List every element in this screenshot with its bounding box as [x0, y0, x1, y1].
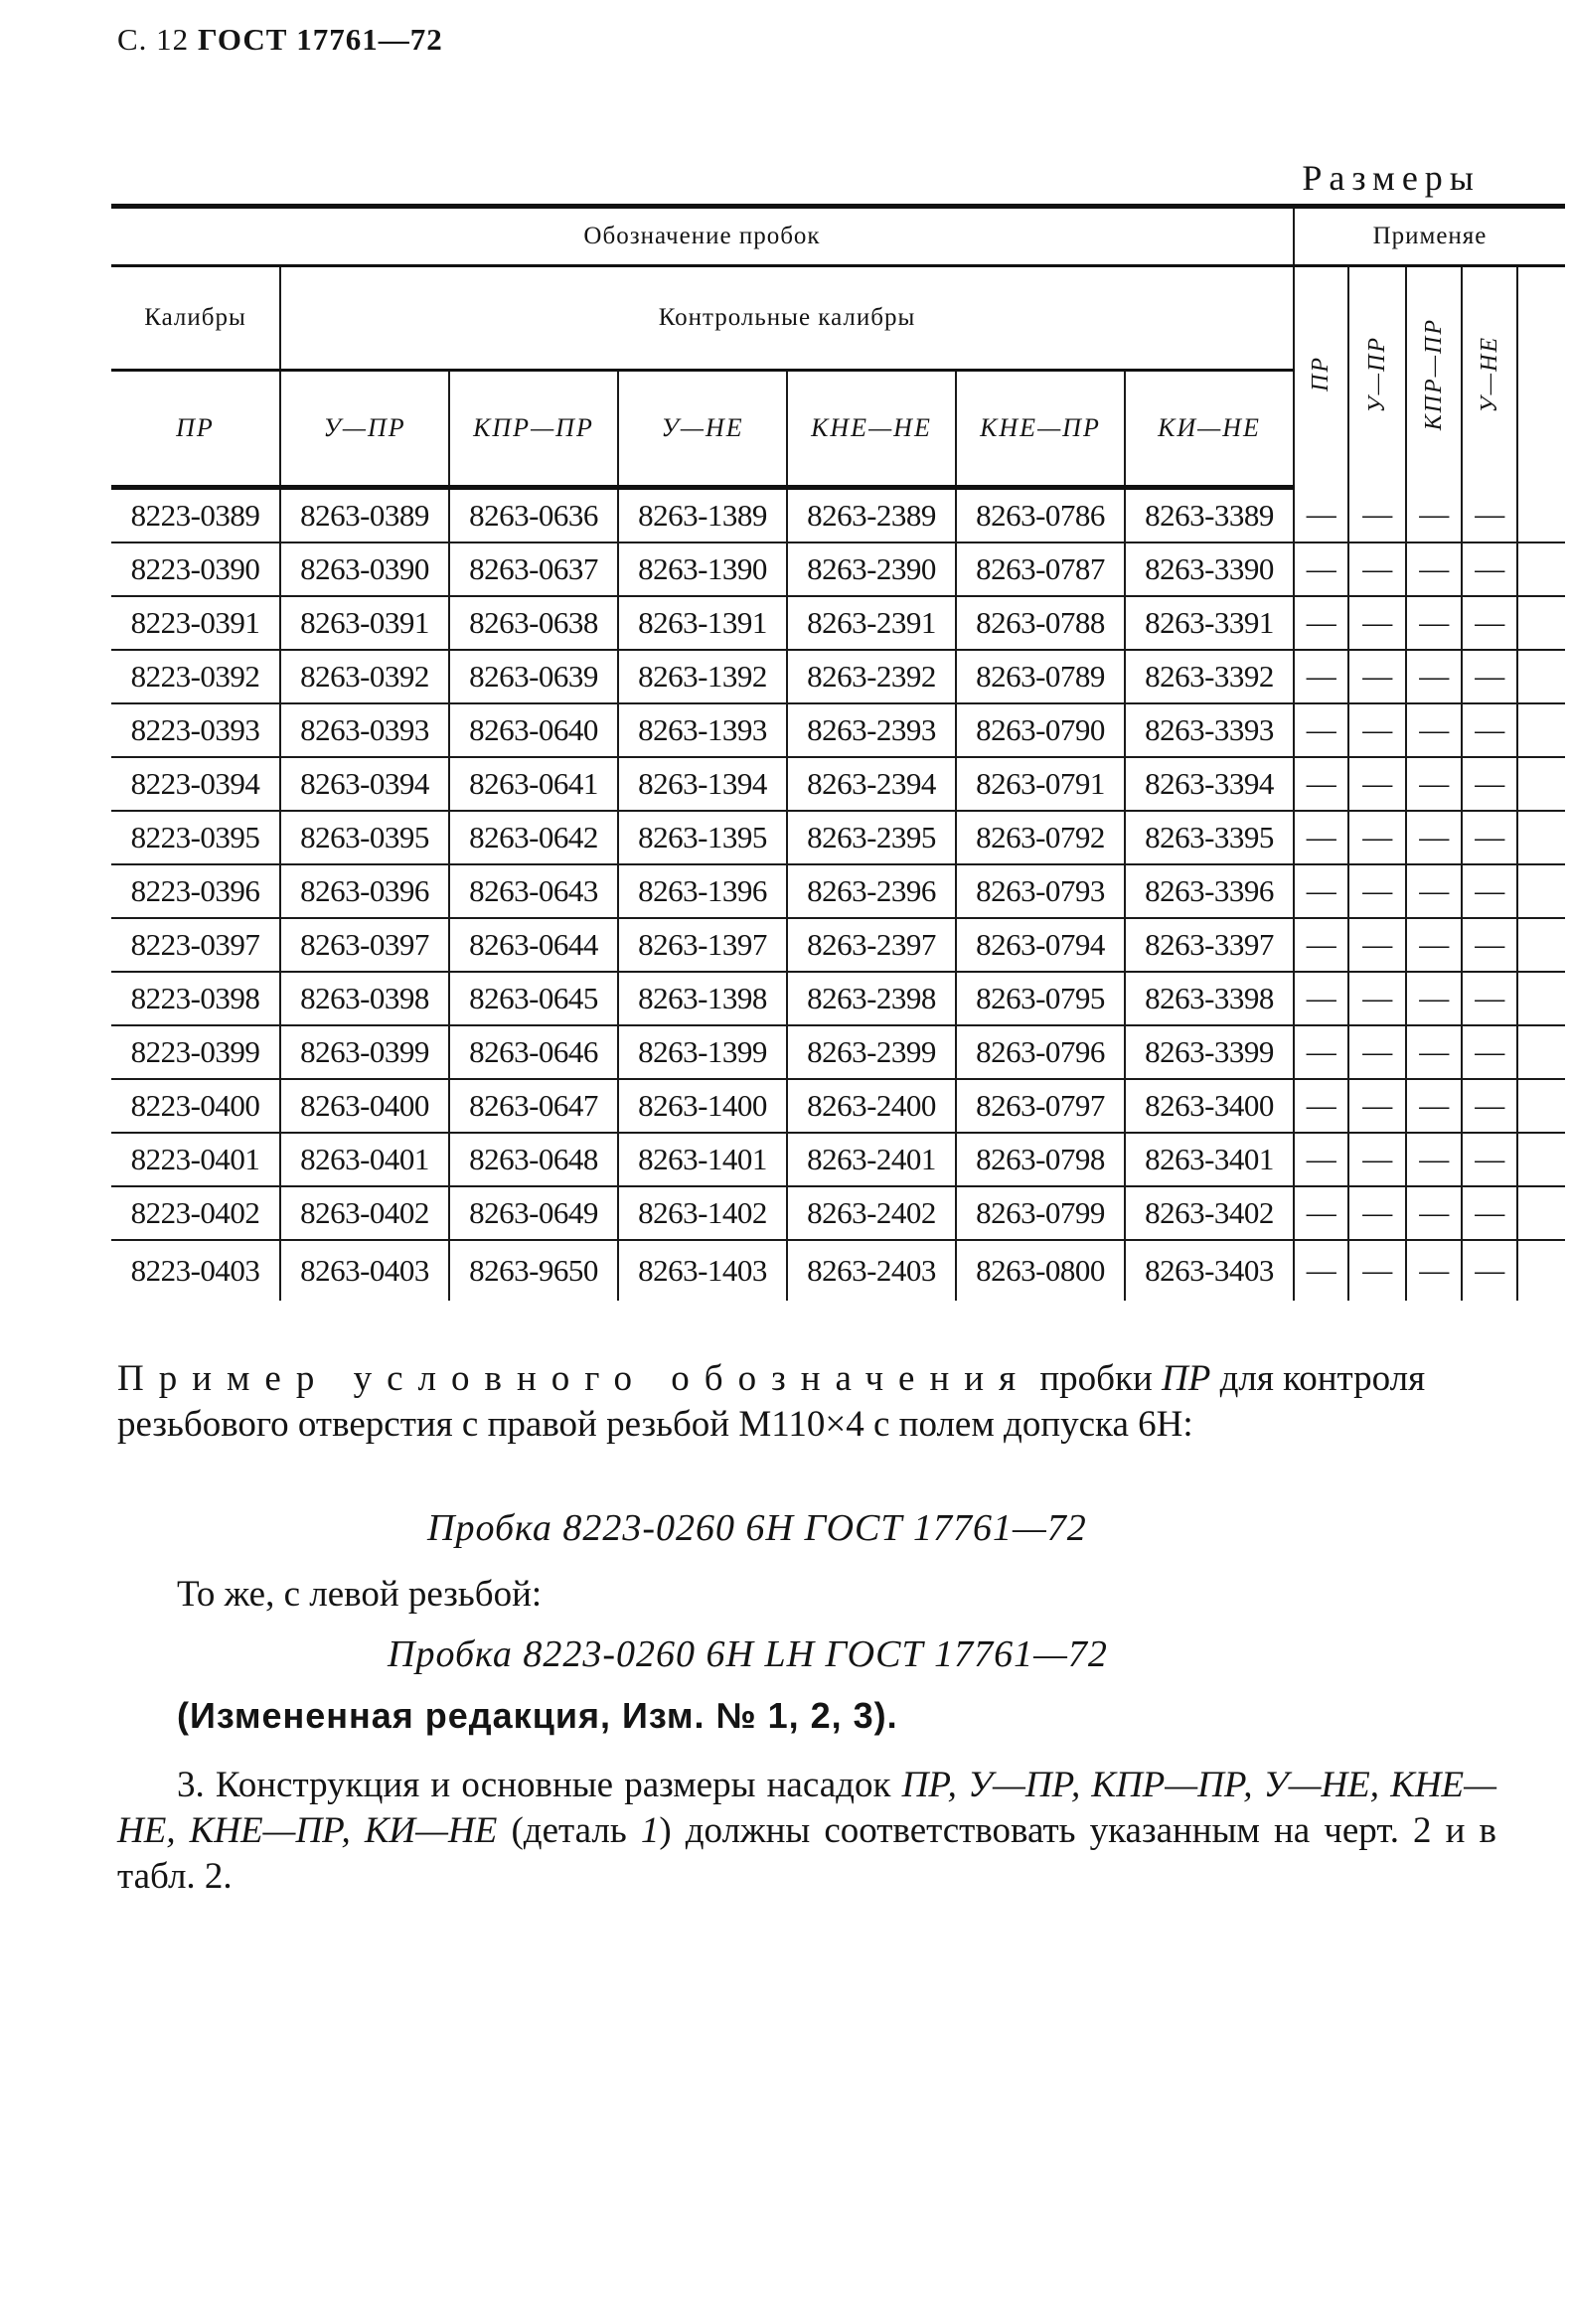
- table-cell: 8263-1398: [618, 972, 787, 1025]
- table-cell: 8223-0394: [111, 757, 280, 811]
- application-cell: —: [1462, 1133, 1517, 1186]
- application-cell: —: [1406, 650, 1462, 703]
- table-cell: 8263-1393: [618, 703, 787, 757]
- table-cell: 8263-3397: [1125, 918, 1294, 972]
- application-cell: —: [1348, 1186, 1406, 1240]
- application-cell: —: [1294, 1186, 1348, 1240]
- table-row: [111, 1240, 1565, 1301]
- col-u-pr: У—ПР: [280, 371, 449, 488]
- amendment-note: (Измененная редакция, Изм. № 1, 2, 3).: [177, 1695, 898, 1736]
- sizes-label: Размеры: [1302, 158, 1481, 198]
- table-cell: 8263-2403: [787, 1240, 956, 1301]
- designation-left-thread: Пробка 8223-0260 6Н LH ГОСТ 17761—72: [388, 1633, 1108, 1675]
- gauge-table: [111, 204, 1565, 1301]
- table-row: [111, 596, 1565, 650]
- application-cell: —: [1462, 596, 1517, 650]
- clause-3-detail: 1: [640, 1810, 660, 1851]
- table-cell: 8263-3398: [1125, 972, 1294, 1025]
- application-cell: —: [1348, 918, 1406, 972]
- table-cell: 8263-0401: [280, 1133, 449, 1186]
- table-cell: 8263-2401: [787, 1133, 956, 1186]
- table-cell: 8263-0645: [449, 972, 618, 1025]
- application-cell: [1517, 972, 1565, 1025]
- application-cell: —: [1462, 972, 1517, 1025]
- example-lead: Пример условного обозначения: [117, 1358, 1031, 1399]
- table-cell: 8263-2391: [787, 596, 956, 650]
- table-cell: 8263-3401: [1125, 1133, 1294, 1186]
- table-cell: 8263-0638: [449, 596, 618, 650]
- application-cell: —: [1406, 1079, 1462, 1133]
- table-cell: 8263-0796: [956, 1025, 1125, 1079]
- table-cell: 8263-1395: [618, 811, 787, 864]
- gauge-table-body: [111, 488, 1565, 1302]
- example-text-b: ПР: [1162, 1358, 1211, 1399]
- application-cell: —: [1462, 1240, 1517, 1301]
- app-col-pr: ПР: [1294, 266, 1348, 488]
- table-cell: 8263-0790: [956, 703, 1125, 757]
- application-cell: [1517, 596, 1565, 650]
- table-row: [111, 864, 1565, 918]
- col-kpr-pr: КПР—ПР: [449, 371, 618, 488]
- table-row: [111, 1079, 1565, 1133]
- application-cell: —: [1294, 811, 1348, 864]
- table-cell: 8263-0394: [280, 757, 449, 811]
- table-cell: 8263-0795: [956, 972, 1125, 1025]
- application-cell: [1517, 488, 1565, 543]
- col-pr: ПР: [111, 371, 280, 488]
- application-cell: —: [1406, 542, 1462, 596]
- application-cell: [1517, 1186, 1565, 1240]
- table-cell: 8263-0794: [956, 918, 1125, 972]
- table-cell: 8263-0800: [956, 1240, 1125, 1301]
- table-row: [111, 757, 1565, 811]
- application-cell: —: [1294, 1025, 1348, 1079]
- table-cell: 8263-2397: [787, 918, 956, 972]
- table-cell: 8223-0391: [111, 596, 280, 650]
- table-row: [111, 811, 1565, 864]
- application-cell: —: [1406, 1240, 1462, 1301]
- application-cell: —: [1294, 596, 1348, 650]
- application-cell: —: [1462, 757, 1517, 811]
- table-cell: 8263-2390: [787, 542, 956, 596]
- table-cell: 8263-0390: [280, 542, 449, 596]
- table-cell: 8263-2394: [787, 757, 956, 811]
- same-left-thread: То же, с левой резьбой:: [177, 1574, 543, 1615]
- table-cell: 8263-1397: [618, 918, 787, 972]
- app-col-blank: [1517, 266, 1565, 488]
- application-cell: —: [1294, 542, 1348, 596]
- table-cell: 8263-0400: [280, 1079, 449, 1133]
- table-cell: 8263-0639: [449, 650, 618, 703]
- table-cell: 8263-3394: [1125, 757, 1294, 811]
- table-cell: 8263-0787: [956, 542, 1125, 596]
- application-cell: —: [1462, 703, 1517, 757]
- table-cell: 8263-1392: [618, 650, 787, 703]
- table-cell: 8263-0799: [956, 1186, 1125, 1240]
- table-cell: 8263-1400: [618, 1079, 787, 1133]
- table-cell: 8223-0400: [111, 1079, 280, 1133]
- application-cell: —: [1348, 864, 1406, 918]
- table-cell: 8223-0392: [111, 650, 280, 703]
- clause-3: [117, 1763, 1496, 1900]
- table-cell: 8223-0389: [111, 488, 280, 543]
- table-cell: 8223-0402: [111, 1186, 280, 1240]
- col-u-ne: У—НЕ: [618, 371, 787, 488]
- table-cell: 8263-0402: [280, 1186, 449, 1240]
- table-cell: 8223-0396: [111, 864, 280, 918]
- table-cell: 8263-1402: [618, 1186, 787, 1240]
- table-cell: 8263-1403: [618, 1240, 787, 1301]
- table-cell: 8263-2400: [787, 1079, 956, 1133]
- table-cell: 8263-0396: [280, 864, 449, 918]
- example-paragraph: [117, 1356, 1496, 1448]
- col-kne-ne: КНЕ—НЕ: [787, 371, 956, 488]
- table-cell: 8263-3391: [1125, 596, 1294, 650]
- application-cell: —: [1348, 1079, 1406, 1133]
- application-cell: —: [1406, 864, 1462, 918]
- application-cell: —: [1462, 650, 1517, 703]
- clause-3-end: ) должны соответствовать указанным на черт. 2 и в табл. 2.: [117, 1810, 1496, 1897]
- header-control-calibres: Контрольные калибры: [280, 266, 1294, 371]
- group-header-designation: Обозначение пробок: [111, 207, 1294, 266]
- table-cell: 8263-0642: [449, 811, 618, 864]
- table-cell: 8263-1394: [618, 757, 787, 811]
- table-cell: 8263-0641: [449, 757, 618, 811]
- table-cell: 8263-3396: [1125, 864, 1294, 918]
- application-cell: [1517, 650, 1565, 703]
- application-cell: [1517, 811, 1565, 864]
- application-cell: —: [1294, 1079, 1348, 1133]
- table-cell: 8263-0644: [449, 918, 618, 972]
- table-cell: 8263-3393: [1125, 703, 1294, 757]
- table-cell: 8263-1389: [618, 488, 787, 543]
- application-cell: [1517, 864, 1565, 918]
- table-cell: 8263-2398: [787, 972, 956, 1025]
- table-row: [111, 972, 1565, 1025]
- table-cell: 8263-0392: [280, 650, 449, 703]
- table-cell: 8263-3392: [1125, 650, 1294, 703]
- table-cell: 8263-1390: [618, 542, 787, 596]
- application-cell: —: [1406, 1133, 1462, 1186]
- table-row: [111, 1133, 1565, 1186]
- application-cell: —: [1462, 1079, 1517, 1133]
- application-cell: —: [1462, 811, 1517, 864]
- application-cell: —: [1294, 703, 1348, 757]
- table-cell: 8263-0398: [280, 972, 449, 1025]
- document-code: ГОСТ 17761—72: [197, 22, 443, 57]
- table-cell: 8263-3403: [1125, 1240, 1294, 1301]
- table-cell: 8263-1399: [618, 1025, 787, 1079]
- table-cell: 8263-0391: [280, 596, 449, 650]
- application-cell: —: [1294, 757, 1348, 811]
- table-row: [111, 703, 1565, 757]
- application-cell: —: [1348, 972, 1406, 1025]
- table-cell: 8263-0786: [956, 488, 1125, 543]
- application-cell: —: [1294, 488, 1348, 543]
- table-cell: 8263-3402: [1125, 1186, 1294, 1240]
- table-cell: 8263-9650: [449, 1240, 618, 1301]
- application-cell: —: [1294, 918, 1348, 972]
- application-cell: —: [1462, 918, 1517, 972]
- clause-3-parts: ПР, У—ПР, КПР—ПР, У—НЕ, КНЕ—НЕ, КНЕ—ПР, КИ—НЕ: [117, 1765, 1496, 1851]
- table-cell: 8263-0647: [449, 1079, 618, 1133]
- app-col-kpr-pr: КПР—ПР: [1406, 266, 1462, 488]
- page-header: [117, 22, 443, 58]
- table-cell: 8263-0399: [280, 1025, 449, 1079]
- table-cell: 8263-0643: [449, 864, 618, 918]
- table-cell: 8223-0395: [111, 811, 280, 864]
- application-cell: —: [1348, 811, 1406, 864]
- table-cell: 8223-0399: [111, 1025, 280, 1079]
- table-cell: 8263-0791: [956, 757, 1125, 811]
- application-cell: [1517, 757, 1565, 811]
- table-cell: 8263-0788: [956, 596, 1125, 650]
- table-cell: 8263-0793: [956, 864, 1125, 918]
- application-cell: —: [1294, 1133, 1348, 1186]
- table-cell: 8263-3395: [1125, 811, 1294, 864]
- application-cell: —: [1406, 972, 1462, 1025]
- application-cell: —: [1406, 488, 1462, 543]
- table-cell: 8263-0389: [280, 488, 449, 543]
- application-cell: [1517, 918, 1565, 972]
- application-cell: —: [1406, 918, 1462, 972]
- gauge-table-container: [111, 204, 1565, 1301]
- clause-3-start: 3. Конструкция и основные размеры насадок: [177, 1765, 902, 1805]
- application-cell: —: [1462, 542, 1517, 596]
- table-cell: 8263-2396: [787, 864, 956, 918]
- table-cell: 8223-0403: [130, 1253, 260, 1288]
- application-cell: —: [1294, 1240, 1348, 1301]
- app-col-u-ne: У—НЕ: [1462, 266, 1517, 488]
- application-cell: —: [1348, 757, 1406, 811]
- application-cell: —: [1294, 972, 1348, 1025]
- table-cell: 8263-2402: [787, 1186, 956, 1240]
- application-cell: —: [1462, 1025, 1517, 1079]
- table-cell: 8263-0789: [956, 650, 1125, 703]
- table-cell: 8263-2399: [787, 1025, 956, 1079]
- application-cell: —: [1406, 703, 1462, 757]
- table-cell: 8263-1391: [618, 596, 787, 650]
- table-cell: 8263-0636: [449, 488, 618, 543]
- application-cell: —: [1462, 1186, 1517, 1240]
- table-cell: 8223-0390: [111, 542, 280, 596]
- application-cell: [1517, 1133, 1565, 1186]
- table-cell: 8263-2395: [787, 811, 956, 864]
- application-cell: [1517, 1240, 1565, 1301]
- application-cell: [1517, 703, 1565, 757]
- table-cell: 8263-3390: [1125, 542, 1294, 596]
- application-cell: —: [1348, 542, 1406, 596]
- table-row: [111, 1186, 1565, 1240]
- application-cell: [1517, 542, 1565, 596]
- application-cell: [1517, 1079, 1565, 1133]
- table-cell: 8223-0393: [111, 703, 280, 757]
- table-cell: 8263-0395: [280, 811, 449, 864]
- application-cell: —: [1462, 864, 1517, 918]
- col-ki-ne: КИ—НЕ: [1125, 371, 1294, 488]
- app-col-u-pr: У—ПР: [1348, 266, 1406, 488]
- table-cell: 8263-0637: [449, 542, 618, 596]
- application-cell: —: [1406, 596, 1462, 650]
- table-row: [111, 1025, 1565, 1079]
- application-cell: —: [1294, 650, 1348, 703]
- application-cell: —: [1406, 1025, 1462, 1079]
- application-cell: —: [1348, 488, 1406, 543]
- clause-3-mid: (деталь: [497, 1810, 641, 1851]
- table-cell: 8223-0397: [111, 918, 280, 972]
- table-cell: 8263-2389: [787, 488, 956, 543]
- table-cell: 8263-0797: [956, 1079, 1125, 1133]
- table-cell: 8263-1396: [618, 864, 787, 918]
- application-cell: [1517, 1025, 1565, 1079]
- table-cell: 8223-0401: [111, 1133, 280, 1186]
- table-cell: 8263-0792: [956, 811, 1125, 864]
- header-calibres: Калибры: [111, 266, 280, 371]
- table-cell: 8263-0397: [280, 918, 449, 972]
- group-header-application: Применяе: [1294, 207, 1565, 266]
- application-cell: —: [1406, 1186, 1462, 1240]
- table-cell: 8263-2392: [787, 650, 956, 703]
- example-text-a: пробки: [1030, 1358, 1163, 1399]
- application-cell: —: [1348, 1025, 1406, 1079]
- application-cell: —: [1348, 596, 1406, 650]
- table-cell: 8263-0640: [449, 703, 618, 757]
- table-cell: 8263-3400: [1125, 1079, 1294, 1133]
- application-cell: —: [1348, 650, 1406, 703]
- table-cell: 8263-3399: [1125, 1025, 1294, 1079]
- page-number: С. 12: [117, 22, 190, 57]
- application-cell: —: [1406, 757, 1462, 811]
- table-cell: 8223-0398: [111, 972, 280, 1025]
- table-cell: 8263-0798: [956, 1133, 1125, 1186]
- application-cell: —: [1348, 703, 1406, 757]
- table-cell: 8263-0648: [449, 1133, 618, 1186]
- application-cell: —: [1294, 864, 1348, 918]
- table-row: [111, 488, 1565, 543]
- table-cell: 8263-0646: [449, 1025, 618, 1079]
- col-kne-pr: КНЕ—ПР: [956, 371, 1125, 488]
- table-row: [111, 918, 1565, 972]
- table-cell: 8263-3389: [1125, 488, 1294, 543]
- table-cell: 8263-0403: [280, 1240, 449, 1301]
- table-cell: 8263-0649: [449, 1186, 618, 1240]
- table-row: [111, 542, 1565, 596]
- application-cell: —: [1406, 811, 1462, 864]
- table-cell: 8263-2393: [787, 703, 956, 757]
- example-text-c: для контроля резьбового отверстия с правой резьбой М110×4 с полем допуска 6Н:: [117, 1358, 1426, 1445]
- table-cell: 8263-0393: [280, 703, 449, 757]
- table-cell: 8263-1401: [618, 1133, 787, 1186]
- application-cell: —: [1462, 488, 1517, 543]
- application-cell: —: [1348, 1240, 1406, 1301]
- table-row: [111, 650, 1565, 703]
- application-cell: —: [1348, 1133, 1406, 1186]
- designation-right-thread: Пробка 8223-0260 6Н ГОСТ 17761—72: [427, 1507, 1087, 1549]
